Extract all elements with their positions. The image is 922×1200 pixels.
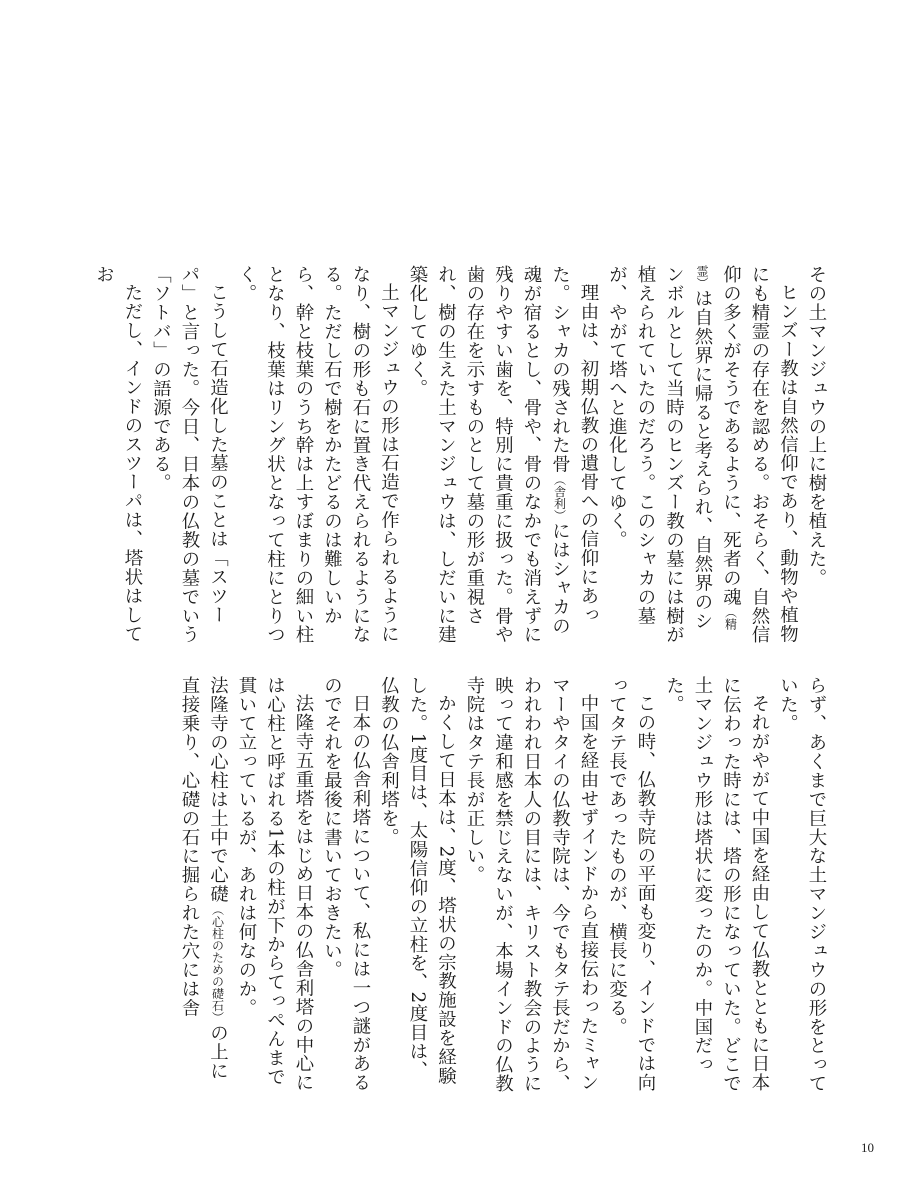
- para-lower-twice: かくして日本は、2度、塔状の宗教施設を経験した。1度目は、太陽信仰の立柱を、2度目は、仏教の仏舎利塔を。: [378, 676, 457, 1086]
- para-lower-shinbashira: 法隆寺の心柱は土中で心礎（心柱のための礎石）の上に直接乗り、心礎の石に掘られた穴には舎: [179, 676, 229, 1081]
- para-upper-stone: 土マンジュウの形は石造で作られるようになり、樹の形も石に置き代えられるようになる。ただし石で樹をかたどるのは難しいから、幹と枝葉のうち幹は上すぼまりの細い柱となり、枝葉はリング状となって柱にとりつく。: [236, 265, 400, 644]
- para-lower-cont: らず、あくまで巨大な土マンジュウの形をとっていた。: [777, 676, 827, 1093]
- para-upper-stupa: こうして石造化した墓のことは「スツーパ」と言った。今日、日本の仏教の墓でいう「ソトバ」の語源である。: [150, 265, 229, 644]
- gloss-note: （心柱のための礎石）: [210, 903, 225, 1024]
- para-upper-reason: 理由は、初期仏教の遺骨への信仰にあった。シャカの残された骨（舎利）にはシャカの魂が宿るとし、骨や、骨のなかでも消えずに残りやすい歯を、特別に貴重に扱った。骨や歯の存在を示すものとして墓の形が重視され、樹の生えた土マンジュウは、しだいに建築化してゆく。: [407, 265, 599, 644]
- page-number: 10: [861, 1140, 874, 1155]
- para-upper-hindu: ヒンズー教は自然信仰であり、動物や植物にも精霊の存在を認める。おそらく、自然信仰の多くがそうであるように、死者の魂（精霊）は自然界に帰ると考えられ、自然界のシンボルとして当時のヒンズー教の墓には樹が植えられていたのだろう。このシャカの墓が、やがて塔へと進化してゆく。: [606, 265, 799, 644]
- para-upper-however: ただし、インドのスツーパは、塔状はしてお: [93, 265, 143, 644]
- text-block-upper: [92, 265, 830, 647]
- text-block-lower: [92, 676, 830, 1098]
- para-lower-myanmar: 中国を経由せずインドから直接伝わったミャンマーやタイの仏教寺院は、今でもタテ長だから、われわれ日本人の目には、キリスト教会のように映って違和感を禁じえないが、本場インドの仏教寺院はタテ長が正しい。: [464, 676, 599, 1093]
- para-lower-riddle: 日本の仏舎利塔について、私には一つ謎があるのでそれを最後に書いておきたい。: [321, 676, 371, 1093]
- para-upper-cont: その土マンジュウの上に樹を植えた。: [806, 265, 827, 588]
- para-lower-horyuji: 法隆寺五重塔をはじめ日本の仏舎利塔の中心には心柱と呼ばれる1本の柱が下からてっぺんまで貫いて立っているが、あれは何なのか。: [236, 676, 314, 1093]
- para-lower-china: それがやがて中国を経由して仏教とともに日本に伝わった時には、塔の形になっていた。どこで土マンジュウ形は塔状に変ったのか。中国だった。: [663, 676, 770, 1093]
- gloss-note: （舎利）: [552, 473, 567, 522]
- gloss-note: （精霊）: [695, 265, 738, 631]
- para-lower-temple: この時、仏教寺院の平面も変り、インドでは向ってタテ長であったものが、横長に変る。: [606, 676, 656, 1093]
